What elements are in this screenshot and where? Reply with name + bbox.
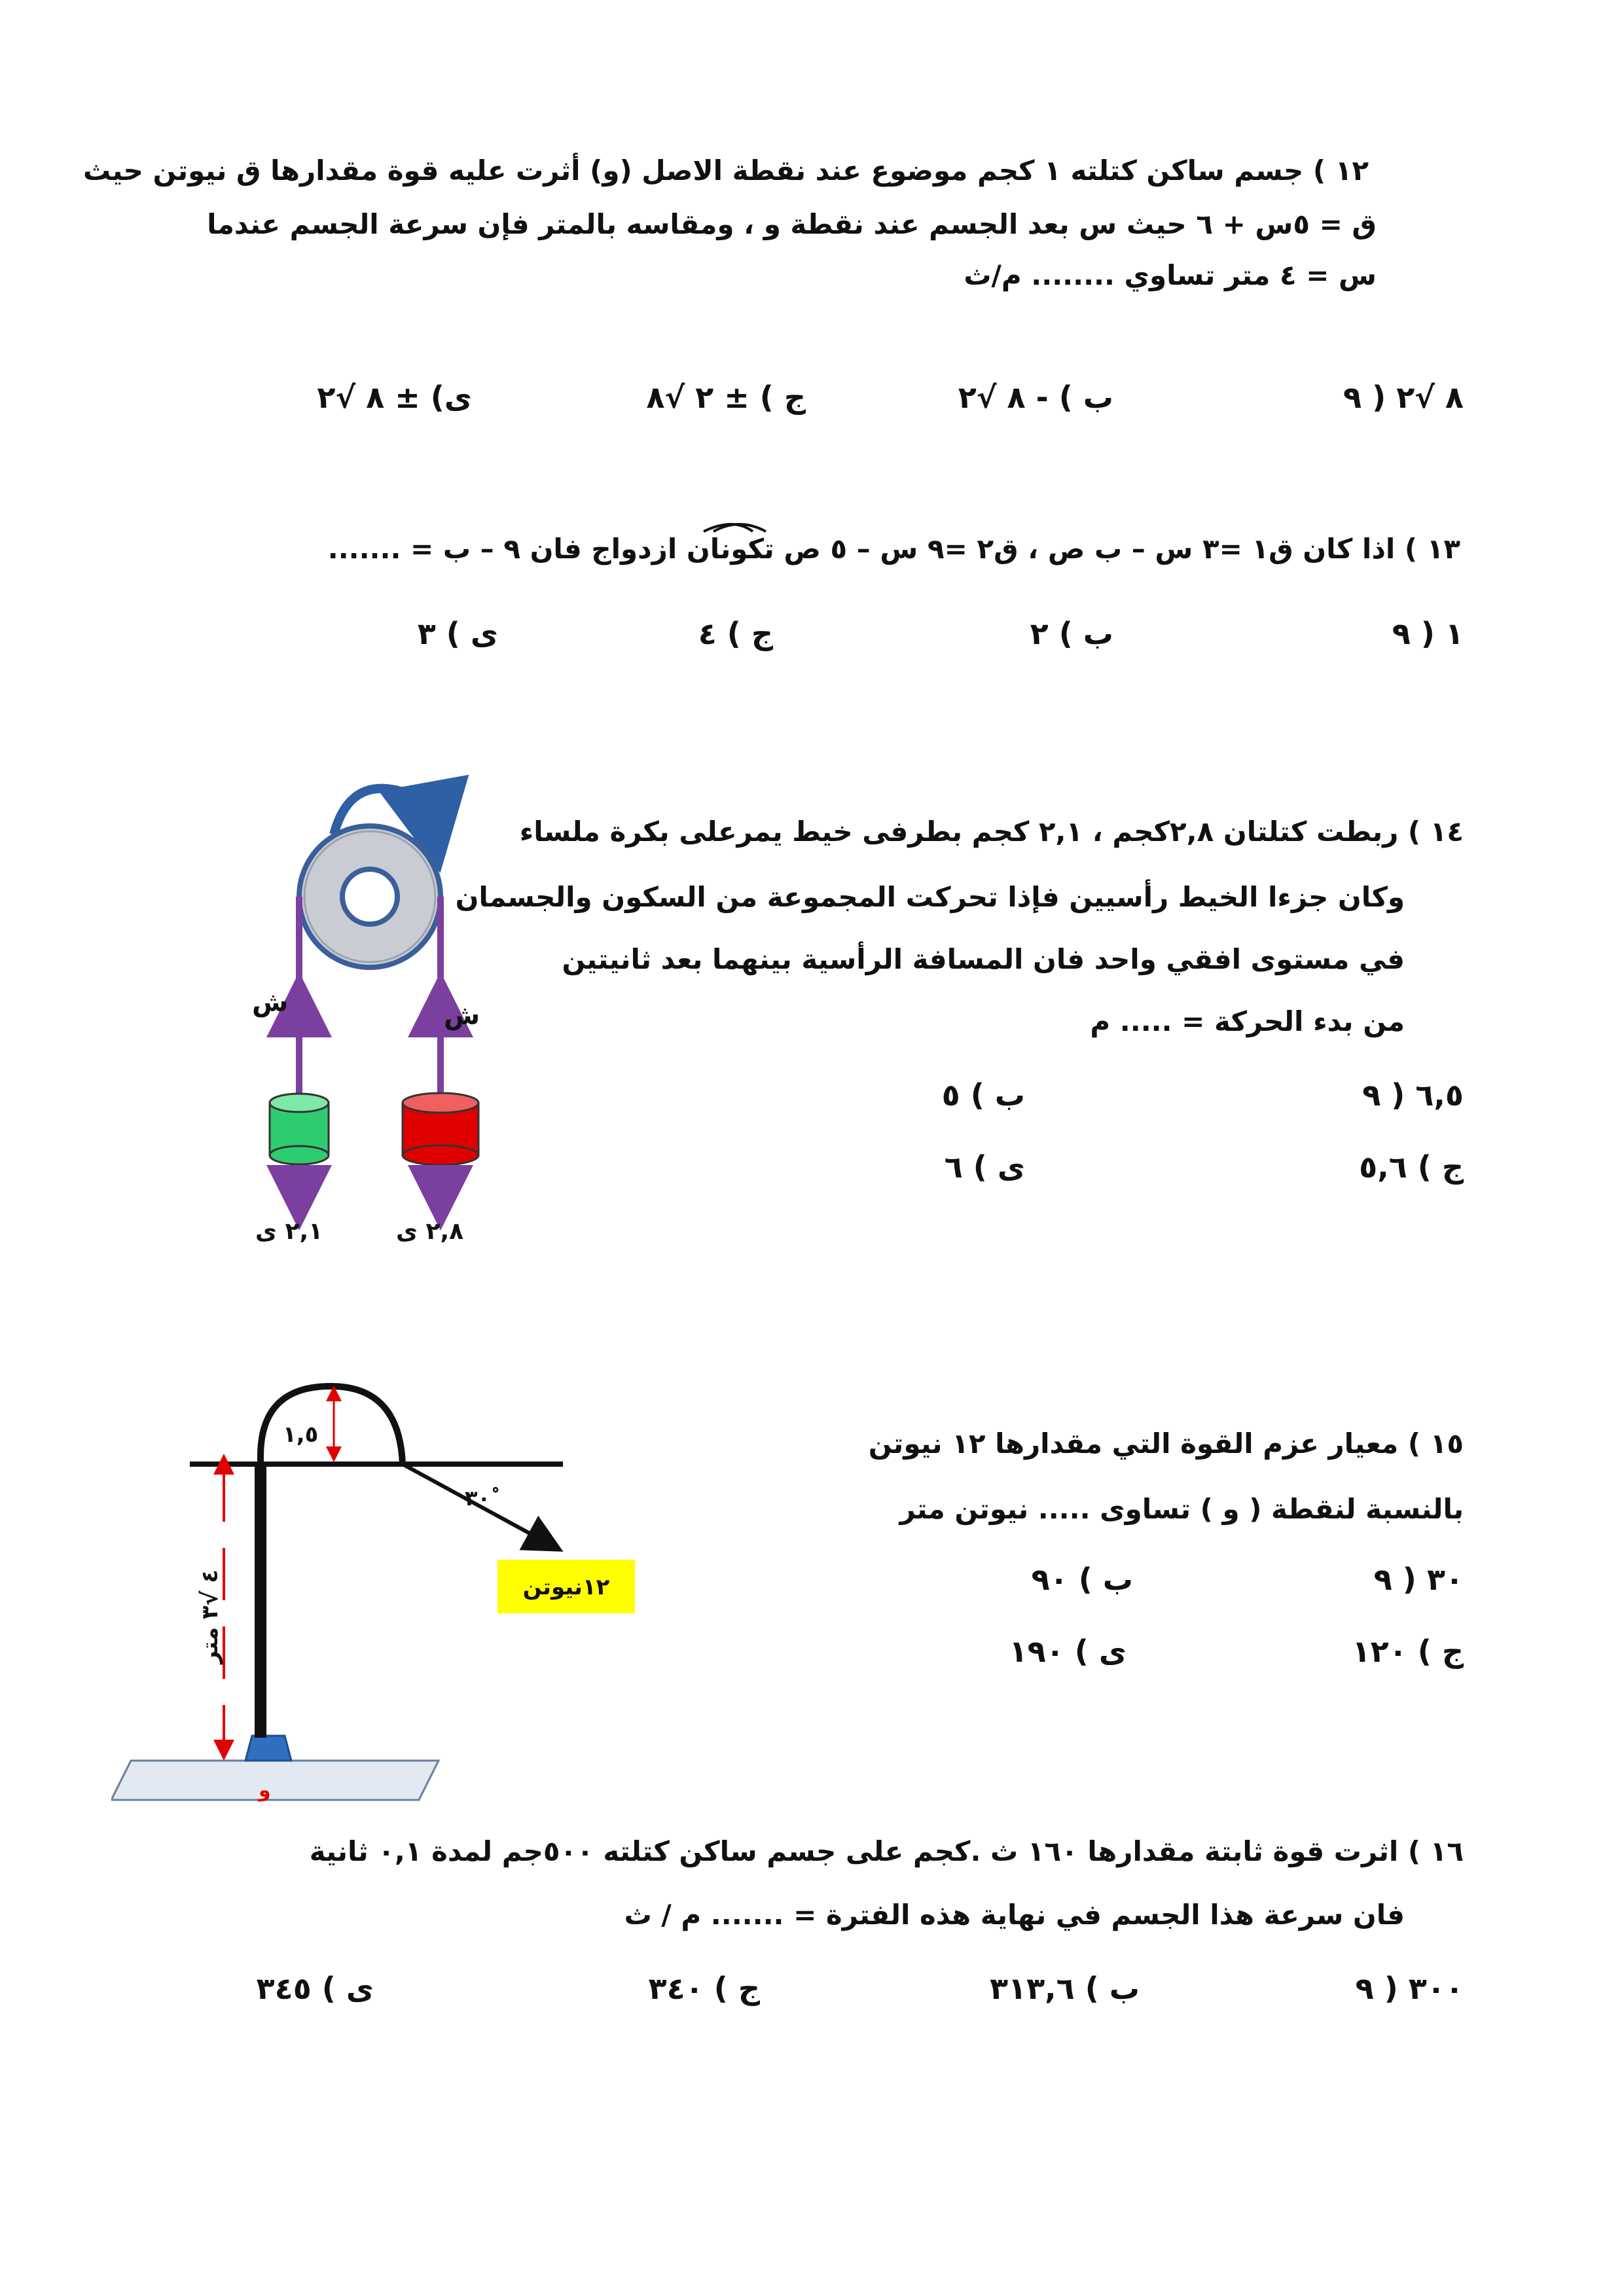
pulley-hole (342, 869, 397, 924)
tension-label-right: ش (444, 1001, 480, 1031)
q13-option-a[interactable]: ١ ( ٩ (1392, 616, 1464, 651)
q12-option-c[interactable]: ج ) ± ٢ √٨ (646, 380, 806, 415)
pole-base (245, 1736, 291, 1761)
height-label: ٤ √٣ متر (197, 1570, 223, 1664)
arc (261, 1386, 403, 1464)
q14-line-2: وكان جزءا الخيط رأسيين فإذا تحركت المجموعة من السكون والجسمان (455, 881, 1405, 913)
q12-option-b[interactable]: ب ) - ٨ √٢ (958, 380, 1113, 415)
q16-line-1: ١٦ ) اثرت قوة ثابتة مقدارها ١٦٠ ث .كجم على جسم ساكن كتلته ٥٠٠جم لمدة ٠,١ ثانية (309, 1835, 1464, 1867)
mass-right (403, 1093, 478, 1165)
q14-line-4: من بدء الحركة = ..... م (1090, 1005, 1405, 1037)
weight-label-right: ٢,٨ ى (396, 1218, 464, 1245)
q15-line-1: ١٥ ) معيار عزم القوة التي مقدارها ١٢ نيوتن (868, 1427, 1464, 1460)
pulley-figure (236, 772, 537, 1257)
moment-figure (111, 1374, 661, 1813)
ground-plate (111, 1761, 439, 1800)
q16-option-d[interactable]: ى ) ٣٤٥ (256, 1971, 374, 2006)
q12-option-a[interactable]: ٨ √٢ ( ٩ (1343, 380, 1464, 415)
angle-label: ٣٠ْ (465, 1486, 491, 1511)
tension-label-left: ش (252, 988, 289, 1018)
q14-option-b[interactable]: ب ) ٥ (941, 1077, 1025, 1113)
q14-line-1: ١٤ ) ربطت كتلتان ٢,٨كجم ، ٢,١ كجم بطرفى خيط يمرعلى بكرة ملساء (519, 816, 1464, 848)
q16-option-c[interactable]: ج ) ٣٤٠ (648, 1971, 760, 2006)
weight-label-left: ٢,١ ى (255, 1218, 323, 1245)
q12-option-d[interactable]: ى) ± ٨ √٢ (317, 380, 472, 415)
q13-option-d[interactable]: ى ) ٣ (417, 616, 498, 651)
q13-line: ١٣ ) اذا كان ق١ =٣ س – ب ص ، ق٢ =٩ س – ٥ ص تكونان ازدواج فان ٩ – ب = ....... (327, 533, 1460, 565)
mass-left (270, 1094, 329, 1164)
q16-option-a[interactable]: ٣٠٠ ( ٩ (1355, 1971, 1464, 2006)
force-label: ١٢نيوتن (522, 1574, 610, 1600)
q16-line-2: فان سرعة هذا الجسم في نهاية هذه الفترة = ....... م / ث (624, 1899, 1405, 1931)
q13-option-b[interactable]: ب ) ٢ (1030, 616, 1113, 651)
q13-option-c[interactable]: ج ) ٤ (698, 616, 773, 651)
q12-line-3: س = ٤ متر تساوي ........ م/ث (964, 259, 1377, 291)
q15-option-b[interactable]: ب ) ٩٠ (1031, 1562, 1133, 1597)
q12-line-2: ق = ٥س + ٦ حيث س بعد الجسم عند نقطة و ، ومقاسه بالمتر فإن سرعة الجسم عندما (207, 208, 1377, 240)
q12-line-1: ١٢ ) جسم ساكن كتلته ١ كجم موضوع عند نقطة الاصل (و) أثرت عليه قوة مقدارها ق نيوتن حيث (83, 154, 1369, 187)
q14-option-a[interactable]: ٦,٥ ( ٩ (1362, 1077, 1464, 1113)
arc-height-label: ١,٥ (283, 1422, 319, 1448)
q15-option-d[interactable]: ى ) ١٩٠ (1009, 1634, 1127, 1669)
q15-option-a[interactable]: ٣٠ ( ٩ (1373, 1562, 1464, 1597)
origin-label: و (259, 1779, 271, 1802)
q14-line-3: في مستوى افقي واحد فان المسافة الرأسية بينهما بعد ثانيتين (562, 943, 1405, 975)
q16-option-b[interactable]: ب ) ٣١٣,٦ (989, 1971, 1140, 2006)
q14-option-c[interactable]: ج ) ٥,٦ (1359, 1149, 1464, 1185)
q13-vector-arrows (700, 517, 1290, 543)
q14-option-d[interactable]: ى ) ٦ (944, 1149, 1025, 1185)
q15-line-2: بالنسبة لنقطة ( و ) تساوى ..... نيوتن متر (899, 1493, 1464, 1525)
q15-option-c[interactable]: ج ) ١٢٠ (1352, 1634, 1464, 1669)
